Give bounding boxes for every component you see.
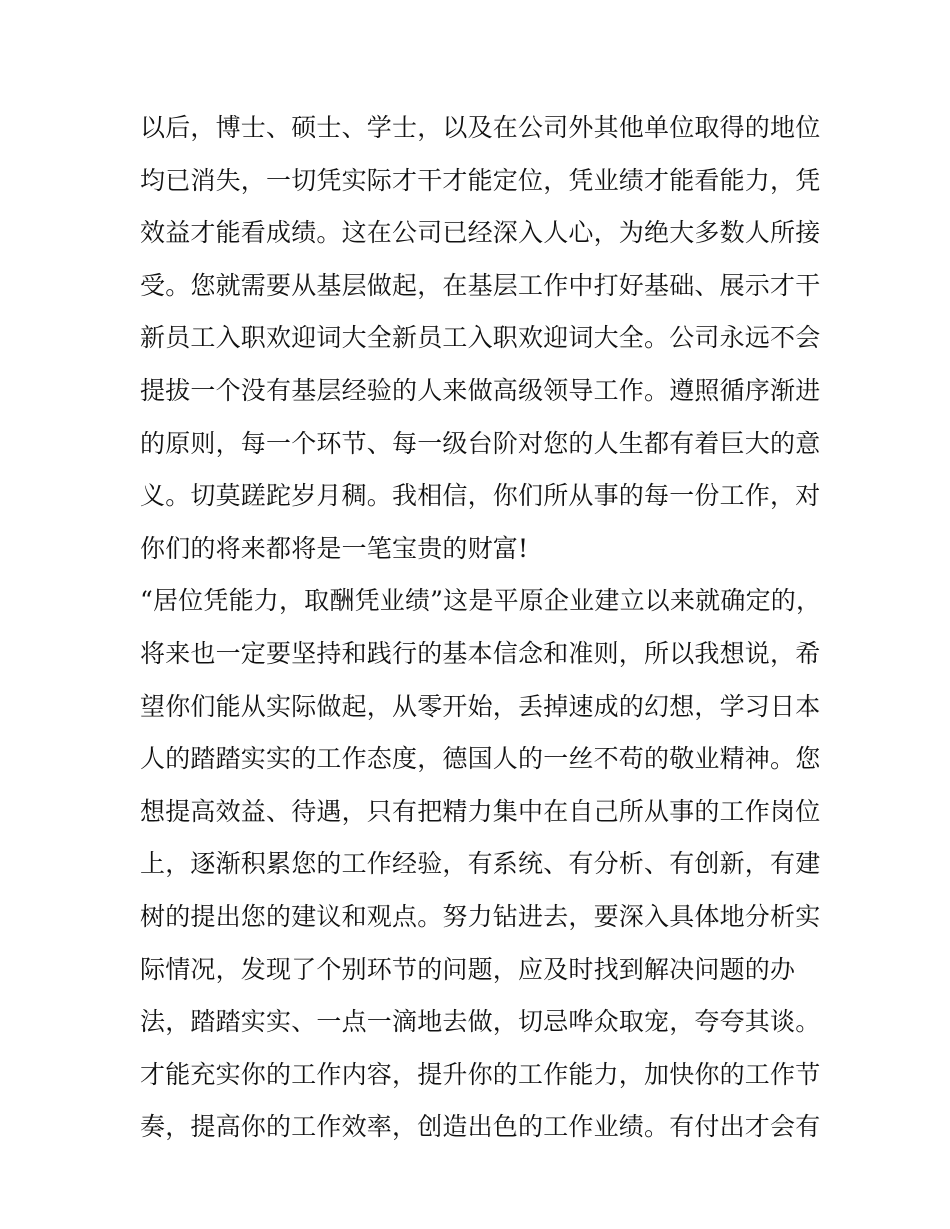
text-line: “居位凭能力，取酬凭业绩”这是平原企业建立以来就确定的， [140, 586, 822, 616]
text-line: 将来也一定要坚持和践行的基本信念和准则，所以我想说，希 [140, 638, 821, 668]
text-line: 以后，博士、硕士、学士，以及在公司外其他单位取得的地位 [140, 113, 821, 142]
text-line: 想提高效益、待遇，只有把精力集中在自己所从事的工作岗位 [140, 796, 821, 826]
text-line: 受。您就需要从基层做起，在基层工作中打好基础、展示才干 [140, 270, 821, 300]
text-line: 新员工入职欢迎词大全新员工入职欢迎词大全。公司永远不会 [140, 323, 821, 353]
text-line: 上，逐渐积累您的工作经验，有系统、有分析、有创新，有建 [140, 849, 821, 879]
text-line: 人的踏踏实实的工作态度，德国人的一丝不苟的敬业精神。您 [140, 744, 821, 774]
text-line: 才能充实你的工作内容，提升你的工作能力，加快你的工作节 [140, 1059, 821, 1089]
text-line: 奏，提高你的工作效率，创造出色的工作业绩。有付出才会有 [140, 1112, 821, 1142]
text-line: 均已消失，一切凭实际才干才能定位，凭业绩才能看能力，凭 [140, 165, 821, 195]
body-text [140, 102, 820, 1154]
text-line: 法，踏踏实实、一点一滴地去做，切忌哗众取宠，夸夸其谈。 [140, 1007, 821, 1037]
text-line: 的原则，每一个环节、每一级台阶对您的人生都有着巨大的意 [140, 428, 821, 458]
text-line: 提拔一个没有基层经验的人来做高级领导工作。遵照循序渐进 [140, 375, 821, 405]
text-line: 望你们能从实际做起，从零开始，丢掉速成的幻想，学习日本 [140, 691, 821, 721]
text-line: 你们的将来都将是一笔宝贵的财富! [140, 533, 529, 563]
text-line: 树的提出您的建议和观点。努力钻进去，要深入具体地分析实 [140, 901, 821, 931]
text-line: 效益才能看成绩。这在公司已经深入人心，为绝大多数人所接 [140, 218, 821, 248]
text-line: 际情况，发现了个别环节的问题，应及时找到解决问题的办 [140, 954, 796, 984]
text-line: 义。切莫蹉跎岁月稠。我相信，你们所从事的每一份工作，对 [140, 481, 821, 511]
